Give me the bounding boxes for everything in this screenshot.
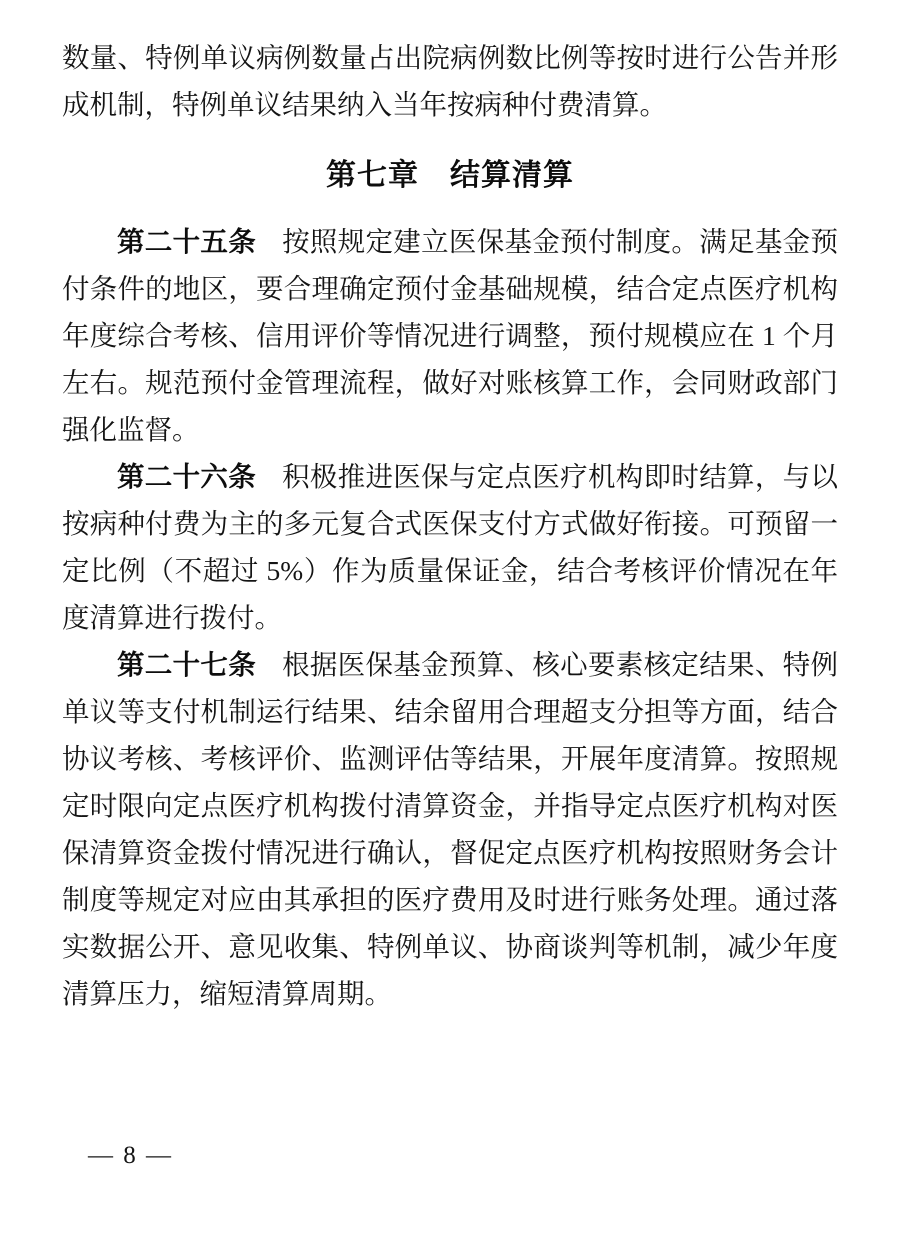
- article-text: 积极推进医保与定点医疗机构即时结算，与以按病种付费为主的多元复合式医保支付方式做好衔接。可预留一定比例（不超过 5%）作为质量保证金，结合考核评价情况在年度清算进行拨付。: [62, 461, 838, 633]
- page-number: — 8 —: [88, 1142, 173, 1169]
- article-paragraph: [62, 453, 838, 641]
- article-paragraph: [62, 218, 838, 453]
- articles-container: [62, 218, 838, 1017]
- article-number-label: 第二十六条: [117, 461, 257, 492]
- article-text: 按照规定建立医保基金预付制度。满足基金预付条件的地区，要合理确定预付金基础规模，结合定点医疗机构年度综合考核、信用评价等情况进行调整，预付规模应在 1 个月左右。规范预付金管理流程，做好对账核算工作，会同财政部门强化监督。: [62, 226, 838, 445]
- chapter-heading: 第七章 结算清算: [326, 159, 574, 192]
- article-text: 根据医保基金预算、核心要素核定结果、特例单议等支付机制运行结果、结余留用合理超支分担等方面，结合协议考核、考核评价、监测评估等结果，开展年度清算。按照规定时限向定点医疗机构拨付清算资金，并指导定点医疗机构对医保清算资金拨付情况进行确认，督促定点医疗机构按照财务会计制度等规定对应由其承担的医疗费用及时进行账务处理。通过落实数据公开、意见收集、特例单议、协商谈判等机制，减少年度清算压力，缩短清算周期。: [62, 649, 838, 1009]
- article-number-label: 第二十五条: [117, 226, 257, 257]
- page-body: [62, 34, 838, 1017]
- article-number-label: 第二十七条: [117, 649, 257, 680]
- article-paragraph: [62, 641, 838, 1017]
- continuation-paragraph: 数量、特例单议病例数量占出院病例数比例等按时进行公告并形成机制，特例单议结果纳入当年按病种付费清算。: [62, 42, 838, 120]
